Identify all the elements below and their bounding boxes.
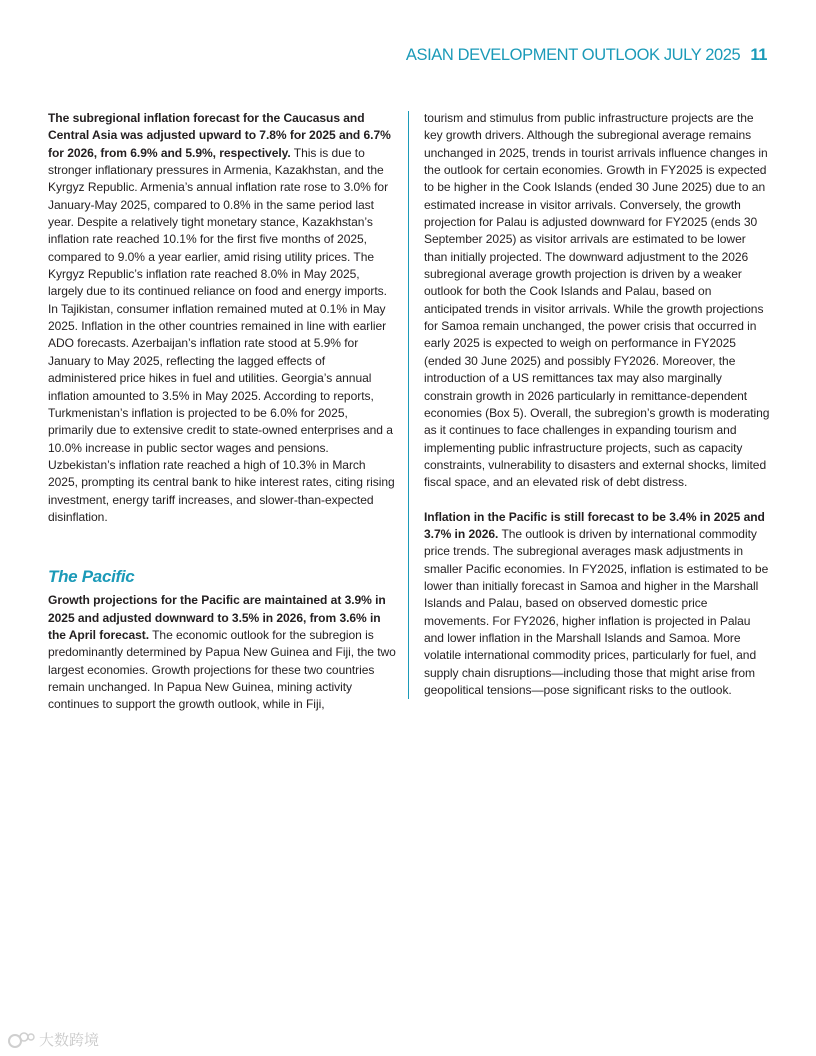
paragraph-body: The outlook is driven by international commodity price trends. The subregional averages mask adjustments in smaller Pacific economies. In FY2025, inflation is estimated to be lower than initially forecast in Samoa and higher in the Marshall Islands and Palau, based on observed domestic price movements. For FY2026, higher inflation is projected in Palau and lower inflation in the Marshall Islands and Samoa. More volatile international commodity prices, particularly for fuel, and supply chain disruptions—including those that might arise from geopolitical tensions—pose significant risks to the outlook.	[424, 526, 769, 697]
left-column	[48, 110, 396, 714]
section-heading-pacific: The Pacific	[48, 567, 135, 587]
watermark	[8, 1029, 99, 1050]
paragraph-pacific-growth-continued: tourism and stimulus from public infrastructure projects are the key growth drivers. Although the subregional average remains unchanged in 2025, trends in tourist arrivals influence changes in the outlook for certain economies. Growth in FY2025 is expected to be higher in the Cook Islands (ended 30 June 2025) due to an estimated increase in visitor arrivals. Conversely, the growth projection for Palau is adjusted downward for FY2025 (ends 30 September 2025) as visitor arrivals are estimated to be lower than initially projected. The downward adjustment to the 2026 subregional average growth projection is driven by a weaker outlook for both the Cook Islands and Palau, based on anticipated trends in visitor arrivals. While the growth projections for Samoa remain unchanged, the power crisis that occurred in early 2025 is expected to weigh on performance in FY2025 (ended 30 June 2025) and possibly FY2026. Moreover, the introduction of a US remittances tax may also marginally constrain growth in 2026 particularly in remittance-dependent economies (Box 5). Overall, the subregion’s growth is moderating as it continues to face challenges in expanding tourism and implementing public infrastructure projects, such as capacity constraints, vulnerability to disasters and external shocks, limited fiscal space, and an elevated risk of debt distress.	[424, 111, 770, 490]
paragraph-body: The economic outlook for the subregion is predominantly determined by Papua New Guinea and Fiji, the two largest economies. Growth projections for these two countries remain unchanged. In Papua New Guinea, mining activity continues to support the growth outlook, while in Fiji,	[48, 627, 396, 712]
paragraph-pacific-growth	[48, 592, 396, 713]
watermark-logo-icon	[8, 1031, 36, 1049]
right-column	[424, 110, 770, 699]
lead-sentence: The subregional inflation forecast for the Caucasus and Central Asia was adjusted upward to 7.8% for 2025 and 6.7% for 2026, from 6.9% and 5.9%, respectively.	[48, 111, 391, 160]
lead-sentence: Inflation in the Pacific is still forecast to be 3.4% in 2025 and 3.7% in 2026.	[424, 509, 765, 541]
lead-sentence: Growth projections for the Pacific are maintained at 3.9% in 2025 and adjusted downward to 3.5% in 2026, from 3.6% in the April forecast.	[48, 593, 386, 642]
publication-title: ASIAN DEVELOPMENT OUTLOOK JULY 2025	[405, 46, 741, 64]
page-number: 11	[750, 46, 767, 64]
paragraph-pacific-inflation	[424, 509, 770, 700]
column-divider	[408, 111, 409, 699]
paragraph-caucasus-inflation	[48, 110, 396, 526]
running-header	[406, 46, 767, 65]
watermark-text: 大数跨境	[39, 1031, 100, 1049]
paragraph-body: This is due to stronger inflationary pressures in Armenia, Kazakhstan, and the Kyrgyz Republic. Armenia’s annual inflation rate rose to 3.0% for January-May 2025, compared to 0.8% in the same period last year. Despite a relatively tight monetary stance, Kazakhstan’s inflation rate reached 10.1% for the first five months of 2025, compared to 9.0% a year earlier, amid rising utility prices. The Kyrgyz Republic’s inflation rate reached 8.0% in May 2025, largely due to its continued reliance on food and energy imports. In Tajikistan, consumer inflation remained muted at 0.1% in May 2025. Inflation in the other countries remained in line with earlier ADO forecasts. Azerbaijan’s inflation rate stood at 5.9% for January to May 2025, reflecting the lagged effects of administered price hikes in fuel and utilities. Georgia’s annual inflation amounted to 3.5% in May 2025. According to reports, Turkmenistan’s inflation is projected to be 6.0% for 2025, primarily due to extensive credit to state-owned enterprises and a 10.0% increase in public sector wages and pensions. Uzbekistan’s inflation rate reached a high of 10.3% in March 2025, prompting its central bank to hike interest rates, citing rising investment, energy tariff increases, and slower-than-expected disinflation.	[48, 145, 395, 524]
